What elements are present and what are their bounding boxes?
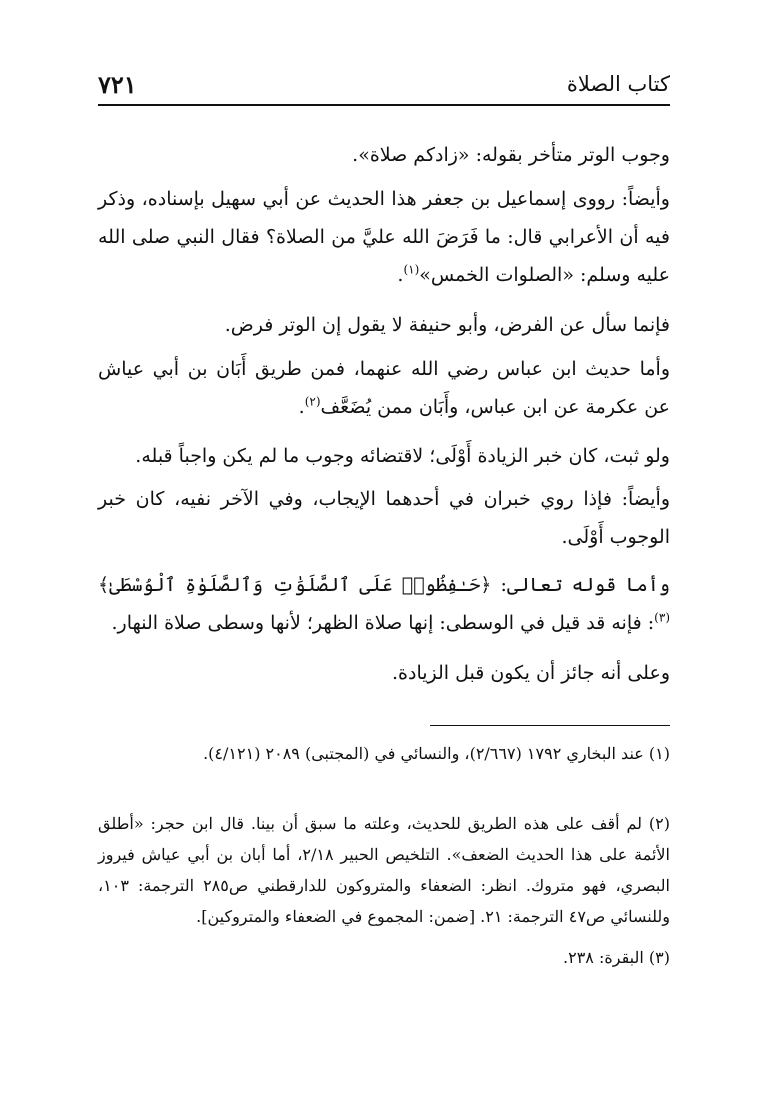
paragraph-tail: : فإنه قد قيل في الوسطى: إنها صلاة الظهر؛ لأنها وسطى صلاة النهار. [111, 612, 655, 634]
running-header [98, 70, 670, 104]
paragraph-8 [98, 654, 670, 692]
paragraph-text: وجوب الوتر متأخر بقوله: «زادكم صلاة». [352, 144, 670, 166]
footnote-3: (٣) البقرة: ٢٣٨. [563, 948, 670, 967]
footnote-ref-3[interactable]: (٣) [654, 610, 670, 625]
paragraph-text: فإنما سأل عن الفرض، وأبو حنيفة لا يقول إن الوتر فرض. [224, 314, 670, 336]
footnote-1: (١) عند البخاري ١٧٩٢ (٢/٦٦٧)، والنسائي في (المجتبى) ٢٠٨٩ (٤/١٢١). [203, 744, 670, 763]
footnote-ref-2[interactable]: (٢) [304, 394, 321, 409]
paragraph-2 [98, 180, 670, 294]
footnote-separator [430, 725, 670, 726]
page-number: ٧٢١ [98, 70, 137, 99]
paragraph-text: وأيضاً: رووى إسماعيل بن جعفر هذا الحديث عن أبي سهيل بإسناده، وذكر فيه أن الأعرابي قال: ما فَرَضَ الله عليَّ من الصلاة؟ فقال النبي صلى الله عليه وسلم: «الصلوات الخمس» [98, 188, 670, 286]
quran-verse-paragraph: وأما قوله تعالى: ﴿حَـٰفِظُوا۟ عَلَى ٱلصَّلَوَٰتِ وَٱلصَّلَوٰةِ ٱلْوُسْطَىٰ﴾ [98, 574, 670, 596]
paragraph-1 [98, 136, 670, 174]
paragraph-text: ولو ثبت، كان خبر الزيادة أَوْلَى؛ لاقتضائه وجوب ما لم يكن واجباً قبله. [135, 445, 670, 467]
paragraph-3 [98, 306, 670, 344]
paragraph-tail: . [397, 264, 404, 286]
paragraph-tail: . [298, 396, 305, 418]
footnote-ref-1[interactable]: (١) [403, 262, 420, 277]
paragraph-text: وأما حديث ابن عباس رضي الله عنهما، فمن طريق أَبَان بن أبي عياش عن عكرمة عن ابن عباس، وأَبَان ممن يُضَعَّف [98, 358, 670, 418]
chapter-title: كتاب الصلاة [566, 72, 670, 96]
paragraph-7 [98, 566, 670, 642]
paragraph-6 [98, 480, 670, 556]
paragraph-4 [98, 350, 670, 426]
paragraph-text: وأيضاً: فإذا روي خبران في أحدهما الإيجاب، وفي الآخر نفيه، كان خبر الوجوب أَوْلَى. [98, 488, 670, 548]
paragraph-5 [98, 437, 670, 475]
header-rule [98, 104, 670, 106]
footnote-2: (٢) لم أقف على هذه الطريق للحديث، وعلته ما سبق أن بينا. قال ابن حجر: «أطلق الأئمة على هذا الحديث الضعف». التلخيص الحبير ٢/١٨، أما أبان بن أبي عياش فيروز البصري، فهو متروك. انظر: الضعفاء والمتروكون للدارقطني ص٢٨٥ الترجمة: ١٠٣، وللنسائي ص٤٧ الترجمة: ٢١. [ضمن: المجموع في الضعفاء والمتروكين]. [98, 814, 671, 926]
paragraph-text: وعلى أنه جائز أن يكون قبل الزيادة. [391, 662, 670, 684]
